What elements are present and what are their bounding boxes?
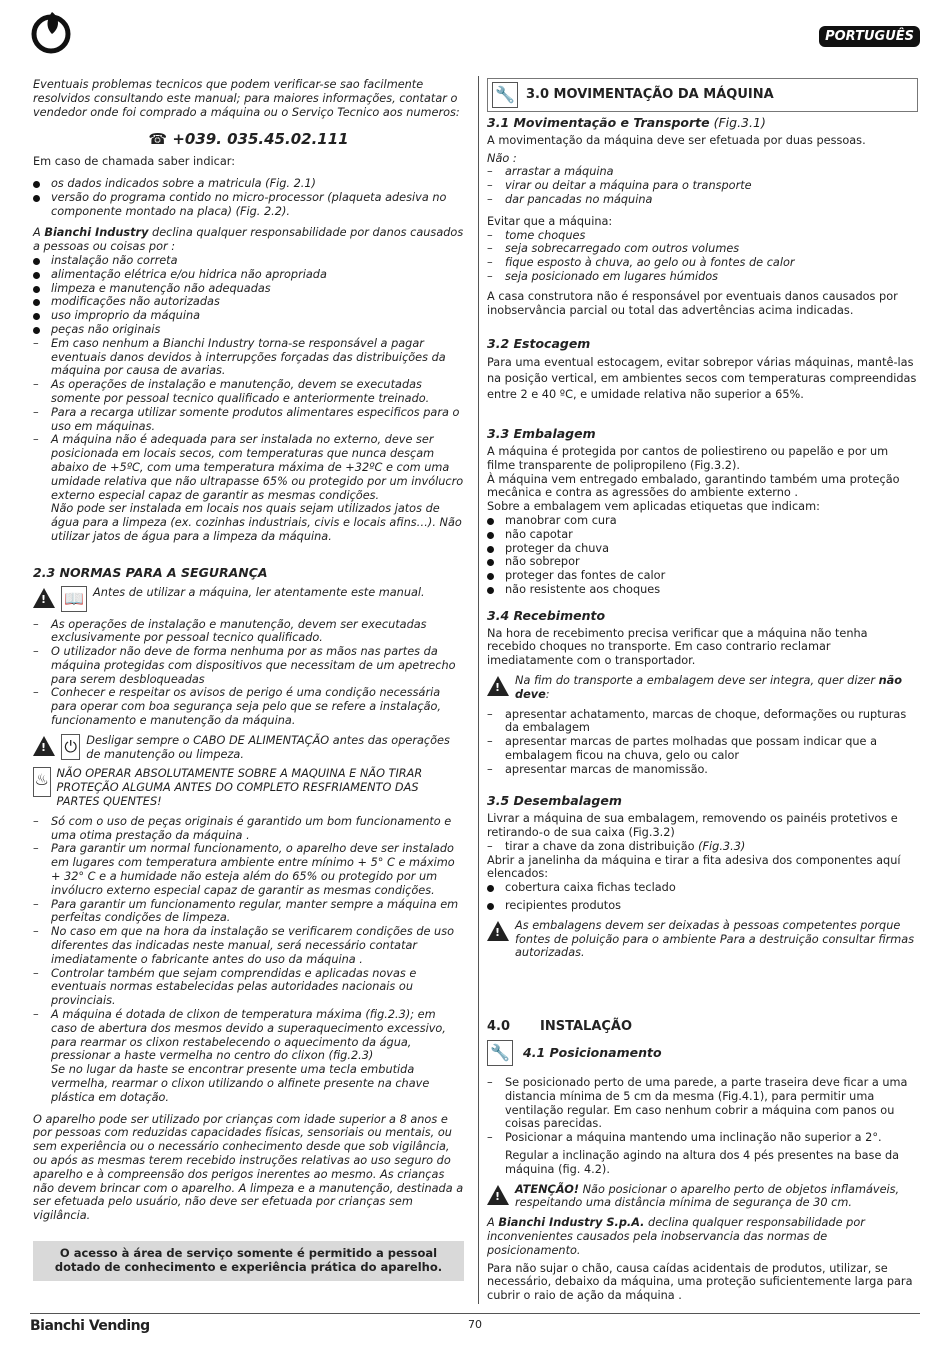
s33-title: 3.3 Embalagem bbox=[487, 426, 596, 442]
left-column bbox=[33, 78, 464, 1281]
children-note: O aparelho pode ser utilizado por crianças com idade superior a 8 anos e por pessoas com reduzidas capacidades físicas, sensoriais ou mentais, ou sem experiência ou o necessário conhecimento desde que sob vigilância, ou após as mesmas terem recebido instruções relativas ao uso seguro do aparelho e à compreensão dos perigos inerentes ao mesmo. As crianças não devem brincar com o aparelho. A limpeza e a manutenção, destinada a ser efetuada pelo usuário, não deve ser efetuada por crianças sem vigilância. bbox=[33, 1112, 464, 1223]
liability-list bbox=[33, 254, 464, 337]
list-item: modificações não autorizadas bbox=[33, 295, 464, 309]
list-item: – A máquina é dotada de clixon de temperatura máxima (fig.2.3); em caso de abertura dos mesmos devido a superaquecimento excessivo, para rearmar os clixon restabelecendo o aquecimento da água, pressionar a haste vermelha no centro do clixon (fig.2.3) bbox=[33, 1008, 464, 1063]
warning-icon bbox=[487, 676, 509, 696]
nao-list bbox=[487, 165, 918, 206]
casa-text: A casa construtora não é responsável por eventuais danos causados por inobservância parcial ou total das advertências acima indicadas. bbox=[487, 289, 898, 317]
s31-text: A movimentação da máquina deve ser efetuada por duas pessoas. bbox=[487, 133, 866, 147]
list-item: – apresentar marcas de manomissão. bbox=[487, 763, 918, 777]
list-item: – arrastar a máquina bbox=[487, 165, 918, 179]
electric-warning-icon bbox=[33, 736, 55, 756]
list-item: – fique esposto à chuva, ao gelo ou à fontes de calor bbox=[487, 256, 918, 270]
s35-list bbox=[487, 881, 918, 913]
list-item: recipientes produtos bbox=[487, 899, 918, 913]
s31-title: 3.1 Movimentação e Transporte (Fig.3.1) bbox=[487, 115, 766, 130]
s34-title: 3.4 Recebimento bbox=[487, 607, 606, 623]
brand-logo bbox=[30, 8, 72, 54]
plug-icon: ⏻ bbox=[61, 734, 80, 760]
s35-title: 3.5 Desembalagem bbox=[487, 793, 622, 809]
wrench-icon: 🔧 bbox=[487, 1040, 513, 1066]
list-item: manobrar com cura bbox=[487, 514, 918, 528]
safety-list-b bbox=[33, 815, 464, 1063]
list-item: – seja sobrecarregado com outros volumes bbox=[487, 242, 918, 256]
s41-liability: A Bianchi Industry S.p.A. declina qualquer responsabilidade por inconvenientes causados pela inobservancia das normas de posicionamento. bbox=[487, 1216, 865, 1257]
section-3-header: 🔧 3.0 MOVIMENTAÇÃO DA MÁQUINA bbox=[487, 78, 918, 112]
list-item: – tirar a chave da zona distribuição (Fig.3.3) bbox=[487, 840, 918, 854]
safety-list-a bbox=[33, 618, 464, 728]
service-access-box: O acesso à área de serviço somente é permitido a pessoal dotado de conhecimento e experiência prática do aparelho. bbox=[33, 1241, 464, 1281]
s33-p3: Sobre a embalagem vem aplicadas etiquetas que indicam: bbox=[487, 500, 820, 514]
general-notes-list bbox=[33, 337, 464, 503]
list-item: instalação não correta bbox=[33, 254, 464, 268]
list-item: – apresentar marcas de partes molhadas que possam indicar que a embalagem ficou na chuva, gelo ou calor bbox=[487, 735, 918, 763]
footer-brand: Bianchi Vending bbox=[30, 1318, 150, 1334]
wrench-icon: 🔧 bbox=[492, 82, 518, 108]
list-item: – Para garantir um normal funcionamento, o aparelho deve ser instalado em lugares com temperatura ambiente entre mínimo + 5° C e máximo + 32° C e a humidade não esteja além do 65% ou protegido por um invólucro externo especial capaz de garantir as mesmas condições. bbox=[33, 842, 464, 897]
evitar-list bbox=[487, 229, 918, 284]
s34-text: Na hora de recebimento precisa verificar que a máquina não tenha recebido choques no transporte. Em caso contrario reclamar imediatamente com o transportador. bbox=[487, 626, 868, 668]
list-item: – virar ou deitar a máquina para o transporte bbox=[487, 179, 918, 193]
read-manual-warning: ! 📖 Antes de utilizar a máquina, ler atentamente este manual. bbox=[33, 586, 464, 612]
list-item: proteger das fontes de calor bbox=[487, 569, 918, 583]
list-item: – Para garantir um funcionamento regular, manter sempre a máquina em perfeitas condições de limpeza. bbox=[33, 898, 464, 926]
list-item: – Só com o uso de peças originais é garantido um bom funcionamento e uma otima prestação da máquina . bbox=[33, 815, 464, 843]
list-item: peças não originais bbox=[33, 323, 464, 337]
s35-warning: ! As embalagens devem ser deixadas à pessoas competentes porque fontes de poluição para o ambiente Para a destruição consultar firmas autorizadas. bbox=[487, 919, 918, 960]
list-item: – dar pancadas no máquina bbox=[487, 193, 918, 207]
list-item: – O utilizador não deve de forma nenhuma por as mãos nas partes da máquina protegidas com dispositivos que necessitam de um apetrecho para serem desbloqueadas bbox=[33, 645, 464, 686]
clixon-note: Se no lugar da haste se encontrar presente uma tecla embutida vermelha, rearmar o clixon utilizando o alfinete presente na chave plástica em dotação. bbox=[51, 1063, 430, 1104]
s41-header: 🔧 4.1 Posicionamento bbox=[487, 1040, 918, 1066]
s32-text: Para uma eventual estocagem, evitar sobrepor várias máquinas, mantê-las na posição vertical, em ambientes secos com temperaturas compreendidas entre 2 e 40 ºC, e umidade relativa não superior a 65%. bbox=[487, 356, 917, 402]
s35-p1: Livrar a máquina de sua embalagem, removendo os painéis protetivos e retirando-o de sua caixa (Fig.3.2) bbox=[487, 812, 898, 840]
page-number: 70 bbox=[468, 1318, 482, 1331]
list-item: os dados indicados sobre a matricula (Fig. 2.1) bbox=[33, 177, 464, 191]
service-phone: ☎ +039. 035.45.02.111 bbox=[148, 130, 349, 149]
safety-title: 2.3 NORMAS PARA A SEGURANÇA bbox=[33, 564, 268, 580]
list-item: – No caso em que na hora da instalação se verificarem condições de uso diferentes das indicadas neste manual, será necessário contatar imediatamente o fabricante antes do uso da máquina . bbox=[33, 925, 464, 966]
s34-list bbox=[487, 708, 918, 777]
list-item: – As operações de instalação e manutenção, devem se executadas somente por pessoal tecnico qualificado e anteriormente treinado. bbox=[33, 378, 464, 406]
s41-regular: Regular a inclinação agindo na altura dos 4 pés presentes na base da máquina (fig. 4.2). bbox=[505, 1149, 900, 1176]
list-item: – Se posicionado perto de uma parede, a parte traseira deve ficar a uma distancia mínima de 5 cm da mesma (Fig.4.1), para permitir uma ventilação regular. Em caso nenhum cobrir a máquina com panos ou coisas parecidas. bbox=[487, 1076, 918, 1131]
list-item: – As operações de instalação e manutenção, devem ser executadas exclusivamente por pessoal tecnico qualificado. bbox=[33, 618, 464, 646]
disconnect-warning: ! ⏻ Desligar sempre o CABO DE ALIMENTAÇÃO antes das operações de manutenção ou limpeza. bbox=[33, 734, 464, 762]
list-item: uso improprio da máquina bbox=[33, 309, 464, 323]
s41-list bbox=[487, 1076, 918, 1145]
warning-icon bbox=[487, 921, 509, 941]
evitar-label: Evitar que a máquina: bbox=[487, 214, 613, 228]
s35-p2: Abrir a janelinha da máquina e tirar a fita adesiva dos componentes aquí elencados: bbox=[487, 853, 901, 881]
s33-p1: A máquina é protegida por cantos de poliestireno ou papelão e por um filme transparente de polipropileno (Fig.3.2). bbox=[487, 444, 889, 472]
right-column bbox=[487, 78, 918, 1303]
section-4-header: 4.0 INSTALAÇÃO bbox=[487, 1019, 633, 1035]
nao-label: Não : bbox=[487, 151, 517, 165]
outdoor-note: Não pode ser instalada em locais nos quais sejam utilizados jatos de água para a limpeza (ex. cozinhas industriais, civis e locais afins…). Não utilizar jatos de água para a limpeza da máquina. bbox=[51, 502, 462, 543]
list-item: – Para a recarga utilizar somente produtos alimentares especificos para o uso em máquinas. bbox=[33, 406, 464, 434]
s35-dash-list bbox=[487, 840, 918, 854]
manual-icon: 📖 bbox=[61, 586, 87, 612]
list-item: – Posicionar a máquina mantendo uma inclinação não superior a 2°. bbox=[487, 1131, 918, 1145]
s33-p2: À máquina vem entregado embalado, garantindo também uma proteção mecânica e contra as agressões do ambiente externo . bbox=[487, 472, 900, 500]
call-label: Em caso de chamada saber indicar: bbox=[33, 155, 236, 169]
s41-floor: Para não sujar o chão, causa caídas acidentais de produtos, utilizar, se necessário, debaixo da máquina, uma proteção suficientemente larga para cubrir o raio de ação da máquina . bbox=[487, 1261, 913, 1303]
column-divider bbox=[478, 76, 479, 1304]
list-item: – Em caso nenhum a Bianchi Industry torna-se responsável a pagar eventuais danos devidos à interrupções forçadas das distribuições da máquina por causa de avarias. bbox=[33, 337, 464, 378]
warning-icon bbox=[33, 588, 55, 608]
hot-surface-icon: ♨ bbox=[33, 767, 51, 797]
list-item: cobertura caixa fichas teclado bbox=[487, 881, 918, 895]
list-item: – apresentar achatamento, marcas de choque, deformações ou rupturas da embalagem bbox=[487, 708, 918, 736]
atencao-warning: ! ATENÇÃO! Não posicionar o aparelho perto de objetos inflamáveis, respeitando uma distância mínima de segurança de 30 cm. bbox=[487, 1183, 918, 1211]
list-item: versão do programa contido no micro-processor (plaqueta adesiva no componente montado na placa) (Fig. 2.2). bbox=[33, 191, 464, 219]
list-item: não sobrepor bbox=[487, 555, 918, 569]
list-item: – seja posicionado em lugares húmidos bbox=[487, 270, 918, 284]
s32-title: 3.2 Estocagem bbox=[487, 336, 591, 352]
labels-list bbox=[487, 514, 918, 597]
language-badge: PORTUGUÊS bbox=[819, 26, 920, 47]
intro-text: Eventuais problemas tecnicos que podem verificar-se sao facilmente resolvidos consultando este manual; para maiores informações, contatar o vendedor onde foi comprado a máquina ou o Serviço Tecnico aos numeros: bbox=[33, 78, 460, 119]
footer-divider bbox=[30, 1313, 920, 1314]
list-item: alimentação elétrica e/ou hidrica não apropriada bbox=[33, 268, 464, 282]
s34-warning: ! Na fim do transporte a embalagem deve ser integra, quer dizer não deve: bbox=[487, 674, 918, 702]
list-item: proteger da chuva bbox=[487, 542, 918, 556]
list-item: – Controlar também que sejam comprendidas e aplicadas novas e eventuais normas estabelecidas pelas autoridades nacionais ou provinciais. bbox=[33, 967, 464, 1008]
liability-text: A Bianchi Industry declina qualquer responsabilidade por danos causados a pessoas ou coisas por : bbox=[33, 226, 464, 254]
list-item: – tome choques bbox=[487, 229, 918, 243]
list-item: não capotar bbox=[487, 528, 918, 542]
list-item: – Conhecer e respeitar os avisos de perigo é uma condição necessária para operar com boa segurança seja pelo que se refere a instalação, funcionamento e manutenção da máquina. bbox=[33, 686, 464, 727]
list-item: não resistente aos choques bbox=[487, 583, 918, 597]
call-list bbox=[33, 177, 464, 218]
list-item: – A máquina não é adequada para ser instalada no externo, deve ser posicionada em locais secos, com temperaturas que nunca desçam abaixo de +5ºC, com uma temperatura máxima de +32ºC e com uma umidade relativa que não ultrapasse 65% ou protegido por um invólucro externo especial capaz de garantir as mesmas condições. bbox=[33, 433, 464, 502]
hot-parts-warning: ♨ NÃO OPERAR ABSOLUTAMENTE SOBRE A MAQUINA E NÃO TIRAR PROTEÇÃO ALGUMA ANTES DO COMPLETO RESFRIAMENTO DAS PARTES QUENTES! bbox=[34, 767, 423, 809]
warning-icon bbox=[487, 1185, 509, 1205]
list-item: limpeza e manutenção não adequadas bbox=[33, 282, 464, 296]
